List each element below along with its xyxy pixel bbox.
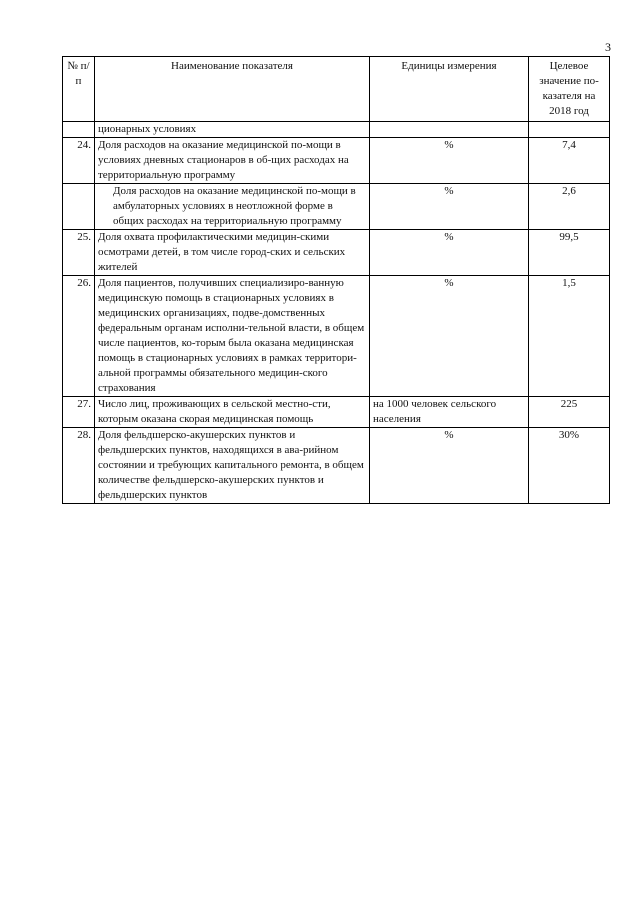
row-num [63, 122, 95, 138]
row-name: Число лиц, проживающих в сельской местно-сти, которым оказана скорая медицинская помощь [95, 397, 370, 428]
row-unit: % [370, 230, 529, 276]
header-unit: Единицы измерения [370, 57, 529, 122]
row-num [63, 184, 95, 230]
header-name: Наименование показателя [95, 57, 370, 122]
table-row [63, 230, 610, 276]
row-name: Доля расходов на оказание медицинской по-мощи в амбулаторных условиях в неотложной форме в общих расходах на территориальную программу [95, 184, 370, 230]
row-unit: % [370, 138, 529, 184]
row-value: 225 [529, 397, 610, 428]
row-unit [370, 122, 529, 138]
row-name: Доля пациентов, получивших специализиро-ванную медицинскую помощь в стационарных условиях в медицинских организациях, подве-домственных федеральным органам исполни-тельной власти, в общем числе пациентов, ко-торым была оказана медицинская помощь в стационарных условиях в рамках территори-альной программы обязательного медицин-ского страхования [95, 276, 370, 397]
row-value: 2,6 [529, 184, 610, 230]
header-num: № п/п [63, 57, 95, 122]
table-row [63, 184, 610, 230]
row-unit: % [370, 276, 529, 397]
row-value: 30% [529, 428, 610, 504]
table-header-row [63, 57, 610, 122]
row-name: ционарных условиях [95, 122, 370, 138]
page-number: 3 [605, 40, 611, 54]
table-row [63, 122, 610, 138]
row-value: 99,5 [529, 230, 610, 276]
table-row [63, 276, 610, 397]
row-value [529, 122, 610, 138]
row-name: Доля фельдшерско-акушерских пунктов и фельдшерских пунктов, находящихся в ава-рийном состоянии и требующих капитального ремонта, в общем количестве фельдшерско-акушерских пунктов и фельдшерских пунктов [95, 428, 370, 504]
row-num: 27. [63, 397, 95, 428]
table-row [63, 397, 610, 428]
row-unit: % [370, 428, 529, 504]
row-num: 28. [63, 428, 95, 504]
row-num: 26. [63, 276, 95, 397]
row-name: Доля расходов на оказание медицинской по-мощи в условиях дневных стационаров в об-щих расходах на территориальную программу [95, 138, 370, 184]
indicators-table [62, 56, 610, 504]
row-name: Доля охвата профилактическими медицин-скими осмотрами детей, в том числе город-ских и сельских жителей [95, 230, 370, 276]
table-row [63, 428, 610, 504]
row-value: 7,4 [529, 138, 610, 184]
row-unit: % [370, 184, 529, 230]
row-num: 25. [63, 230, 95, 276]
header-value: Целевое значение по-казателя на 2018 год [529, 57, 610, 122]
row-value: 1,5 [529, 276, 610, 397]
row-unit: на 1000 человек сельского населения [370, 397, 529, 428]
table-row [63, 138, 610, 184]
row-num: 24. [63, 138, 95, 184]
